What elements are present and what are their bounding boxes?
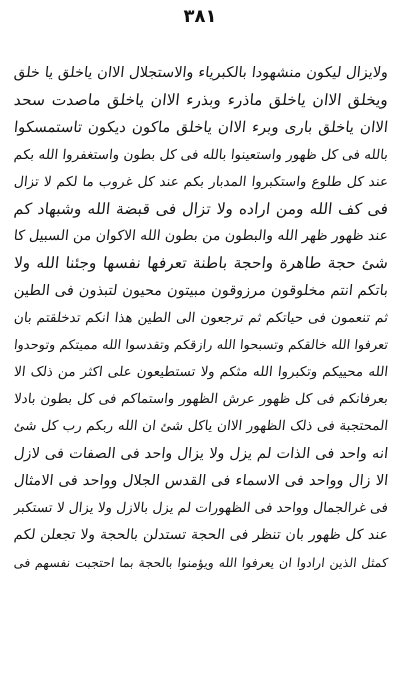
manuscript-line: فی کف الله ومن اراده ولا تزال فی قبضة الله وشبهاد کم: [13, 199, 390, 218]
manuscript-line: انه واحد فی الذات لم یزل ولا یزال واحد فی الصفات فی لازل: [13, 445, 389, 462]
manuscript-line: ثم تنعمون فی حیاتکم ثم ترجعون الی الطین هذا انکم تدخلقتم بان: [13, 309, 389, 326]
manuscript-line: الله محییکم وتکبروا الله مثکم ولا تستطیعون علی اکثر من ذلک الا: [13, 364, 389, 381]
manuscript-line: ولایزال لیکون منشهودا بالکبریاء والاستجلال الاان یاخلق یا خلق: [13, 65, 389, 81]
manuscript-text-block: [14, 60, 388, 690]
manuscript-line: عند کل ظهور بان تنظر فی الحجة تستدلن بالحجة ولا تجعلن لکم: [13, 527, 389, 544]
manuscript-line: عند ظهور ظهر الله والبطون من بطون الله الاکوان من السبیل کا: [12, 228, 389, 245]
manuscript-line: باتکم انتم مخلوقون مرزوقون مبیتون محیون لتبذون فی الطین: [13, 282, 389, 299]
manuscript-line: تعرفوا الله خالقکم وتسبحوا الله رازقکم وتقدسوا الله ممیتکم وتوحدوا: [13, 337, 389, 353]
manuscript-line: الا زال وواحد فی الاسماء فی القدس الجلال وواحد فی الامثال: [13, 472, 389, 489]
manuscript-line: بعرفانکم فی کل ظهور عرش الظهور واستماکم فی کل بطون بادلا: [13, 391, 389, 408]
manuscript-line: بالله فی کل ظهور واستعینوا بالله فی کل بطون واستغفروا الله بکم: [13, 146, 389, 163]
manuscript-line: ویخلق الاان یاخلق ماذرء وبذرء الاان یاخلق ماصدت سحد: [13, 91, 390, 110]
manuscript-line: فی غرالجمال وواحد فی الظهورات لم یزل بالازل ولا یزال لا تستکبر: [12, 500, 389, 516]
manuscript-line: عند کل طلوع واستکبروا المدبار بکم عند کل غروب ما لکم لا تزال: [13, 173, 389, 190]
manuscript-line: کمثل الذین ارادوا ان یعرفوا الله ویؤمنوا بالحجة بما احتجبت نفسهم فی: [13, 555, 389, 571]
manuscript-line: الاان یاخلق باری وبرء الاان یاخلق ماکون دیکون تاستمسکوا: [13, 118, 390, 137]
manuscript-line: شئ حجة طاهرة واحجة باطنة تعرفها نفسها وجئنا الله ولا: [13, 254, 390, 273]
manuscript-line: المحتجبة فی ذلک الظهور الاان یاکل شئ ان الله ربکم رب کل شئ: [13, 418, 389, 435]
page-number: ٣٨١: [183, 6, 217, 27]
